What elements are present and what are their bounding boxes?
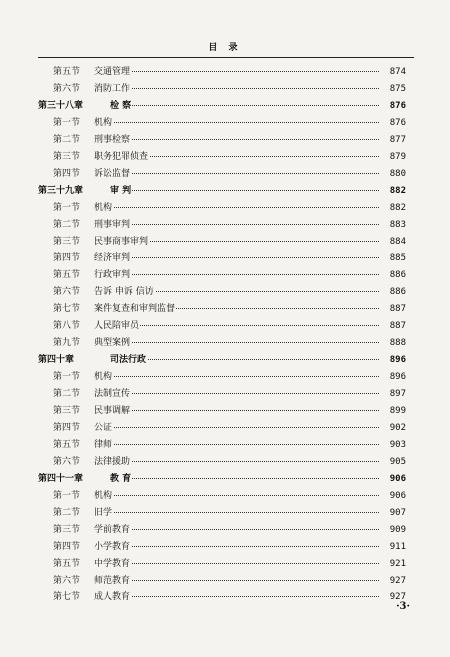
toc-page-number: 882	[389, 185, 406, 196]
toc-section-row	[0, 403, 450, 419]
toc-page-number: 903	[389, 439, 406, 450]
toc-section-row	[0, 115, 450, 131]
dot-leader	[94, 546, 379, 547]
section-number-label: 第四节	[53, 253, 81, 264]
toc-page-number: 921	[389, 558, 406, 569]
toc-page-number: 874	[389, 67, 406, 77]
toc-page-number: 877	[389, 134, 406, 145]
section-number-label: 第二节	[53, 507, 81, 518]
page-number: ·3·	[396, 601, 410, 612]
dot-leader	[94, 88, 379, 89]
toc-section-row	[0, 166, 450, 182]
chapter-number-label: 第四十一章	[38, 473, 84, 484]
toc-section-row	[0, 301, 450, 317]
section-title: 律师	[94, 437, 113, 453]
section-title: 刑事检察	[94, 132, 131, 148]
section-title: 消防工作	[94, 81, 131, 97]
chapter-number-label: 第三十九章	[38, 185, 84, 196]
toc-page-number: 876	[389, 100, 406, 111]
section-number-label: 第五节	[53, 270, 81, 281]
section-number-label: 第六节	[53, 456, 81, 467]
dot-leader	[94, 257, 379, 258]
toc-section-row	[0, 250, 450, 266]
section-title: 旧学	[94, 505, 113, 521]
section-number-label: 第九节	[53, 338, 81, 349]
section-number-label: 第七节	[53, 304, 81, 315]
toc-page-number: 906	[389, 473, 406, 484]
section-number-label: 第六节	[53, 83, 81, 94]
section-number-label: 第三节	[53, 406, 81, 416]
section-title: 法律援助	[94, 454, 131, 470]
toc-section-row	[0, 217, 450, 233]
dot-leader	[94, 512, 379, 513]
section-number-label: 第六节	[53, 287, 81, 298]
toc-page-number: 897	[389, 389, 406, 400]
toc-page-number: 906	[389, 490, 406, 501]
toc-page-number: 902	[389, 422, 406, 433]
toc-page-number: 927	[389, 592, 406, 603]
section-title: 案件复查和审判监督	[94, 301, 176, 317]
dot-leader	[94, 139, 379, 140]
toc-page-number: 887	[389, 321, 406, 332]
toc-page-number: 886	[389, 287, 406, 298]
section-title: 诉讼监督	[94, 166, 131, 182]
toc-page-number: 879	[389, 151, 406, 162]
section-title: 经济审判	[94, 250, 131, 266]
chapter-title: 检 察	[110, 98, 132, 114]
toc-page-number: 883	[389, 219, 406, 230]
section-number-label: 第三节	[53, 524, 81, 535]
toc-section-row	[0, 284, 450, 300]
toc-page-number: 882	[389, 202, 406, 213]
toc-section-row	[0, 267, 450, 283]
section-title: 刑事审判	[94, 217, 131, 233]
section-title: 公证	[94, 420, 113, 436]
section-title: 成人教育	[94, 589, 131, 605]
toc-page-number: 888	[389, 338, 406, 349]
toc-section-row	[0, 64, 450, 80]
dot-leader	[110, 359, 379, 360]
toc-section-row	[0, 573, 450, 589]
section-title: 机构	[94, 488, 113, 504]
dot-leader	[94, 376, 379, 377]
dot-leader	[94, 580, 379, 581]
section-number-label: 第二节	[53, 219, 81, 230]
dot-leader	[110, 105, 379, 106]
section-number-label: 第五节	[53, 67, 81, 77]
section-number-label: 第四节	[53, 168, 81, 179]
toc-chapter-row	[0, 352, 450, 368]
section-title: 机构	[94, 115, 113, 131]
dot-leader	[94, 410, 379, 411]
toc-section-row	[0, 81, 450, 97]
section-title: 职务犯罪侦查	[94, 149, 149, 165]
section-number-label: 第二节	[53, 389, 81, 400]
dot-leader	[94, 563, 379, 564]
section-title: 师范教育	[94, 573, 131, 589]
section-title: 小学教育	[94, 539, 131, 555]
toc-page-number: 884	[389, 236, 406, 247]
toc-page-number: 876	[389, 117, 406, 128]
toc-page-number: 911	[389, 541, 406, 552]
toc-page-number: 909	[389, 524, 406, 535]
toc-page-number: 899	[389, 406, 406, 416]
toc-page-number: 875	[389, 83, 406, 94]
toc-page-number: 880	[389, 168, 406, 179]
section-title: 交通管理	[94, 64, 131, 80]
section-number-label: 第五节	[53, 558, 81, 569]
toc-section-row	[0, 454, 450, 470]
toc-page-number: 896	[389, 372, 406, 383]
dot-leader	[94, 529, 379, 530]
section-number-label: 第五节	[53, 439, 81, 450]
section-number-label: 第四节	[53, 422, 81, 433]
toc-page-number: 907	[389, 507, 406, 518]
toc-section-row	[0, 149, 450, 165]
section-title: 民事调解	[94, 403, 131, 419]
section-number-label: 第三节	[53, 236, 81, 247]
dot-leader	[110, 190, 379, 191]
section-number-label: 第一节	[53, 117, 81, 128]
toc-section-row	[0, 132, 450, 148]
section-title: 告诉 申诉 信访	[94, 284, 155, 300]
toc-chapter-row	[0, 183, 450, 199]
section-number-label: 第二节	[53, 134, 81, 145]
toc-section-row	[0, 539, 450, 555]
dot-leader	[94, 495, 379, 496]
toc-section-row	[0, 369, 450, 385]
toc-chapter-row	[0, 98, 450, 114]
toc-page-number: 887	[389, 304, 406, 315]
dot-leader	[94, 274, 379, 275]
dot-leader	[94, 71, 379, 72]
toc-section-row	[0, 420, 450, 436]
section-number-label: 第六节	[53, 575, 81, 586]
dot-leader	[110, 478, 379, 479]
chapter-number-label: 第三十八章	[38, 100, 84, 111]
section-number-label: 第三节	[53, 151, 81, 162]
toc-section-row	[0, 589, 450, 605]
toc-page-number: 905	[389, 456, 406, 467]
section-title: 行政审判	[94, 267, 131, 283]
section-number-label: 第一节	[53, 372, 81, 383]
toc-section-row	[0, 437, 450, 453]
section-title: 法制宣传	[94, 386, 131, 402]
dot-leader	[94, 596, 379, 597]
dot-leader	[94, 173, 379, 174]
section-number-label: 第八节	[53, 321, 81, 332]
chapter-title: 司法行政	[110, 352, 147, 368]
header-rule	[38, 57, 414, 58]
section-number-label: 第七节	[53, 592, 81, 603]
section-title: 机构	[94, 369, 113, 385]
toc-section-row	[0, 386, 450, 402]
toc-page-number: 896	[389, 355, 406, 366]
dot-leader	[94, 122, 379, 123]
section-title: 人民陪审员	[94, 318, 140, 334]
toc-section-row	[0, 234, 450, 250]
dot-leader	[94, 224, 379, 225]
section-title: 典型案例	[94, 335, 131, 351]
dot-leader	[94, 427, 379, 428]
section-title: 民事商事审判	[94, 234, 149, 250]
page-header-title: 目 录	[208, 43, 242, 53]
toc-section-row	[0, 522, 450, 538]
chapter-title: 审 判	[110, 183, 132, 199]
dot-leader	[94, 207, 379, 208]
dot-leader	[94, 461, 379, 462]
section-title: 机构	[94, 200, 113, 216]
section-title: 学前教育	[94, 522, 131, 538]
toc-section-row	[0, 318, 450, 334]
chapter-number-label: 第四十章	[38, 355, 75, 366]
section-number-label: 第四节	[53, 541, 81, 552]
toc-section-row	[0, 200, 450, 216]
toc-section-row	[0, 556, 450, 572]
section-title: 中学教育	[94, 556, 131, 572]
toc-page-number: 927	[389, 575, 406, 586]
section-number-label: 第一节	[53, 490, 81, 501]
dot-leader	[94, 342, 379, 343]
chapter-title: 教 育	[110, 471, 132, 487]
toc-section-row	[0, 488, 450, 504]
toc-page-number: 886	[389, 270, 406, 281]
dot-leader	[94, 444, 379, 445]
toc-page-number: 885	[389, 253, 406, 264]
toc-section-row	[0, 335, 450, 351]
section-number-label: 第一节	[53, 202, 81, 213]
dot-leader	[94, 393, 379, 394]
toc-chapter-row	[0, 471, 450, 487]
toc-section-row	[0, 505, 450, 521]
